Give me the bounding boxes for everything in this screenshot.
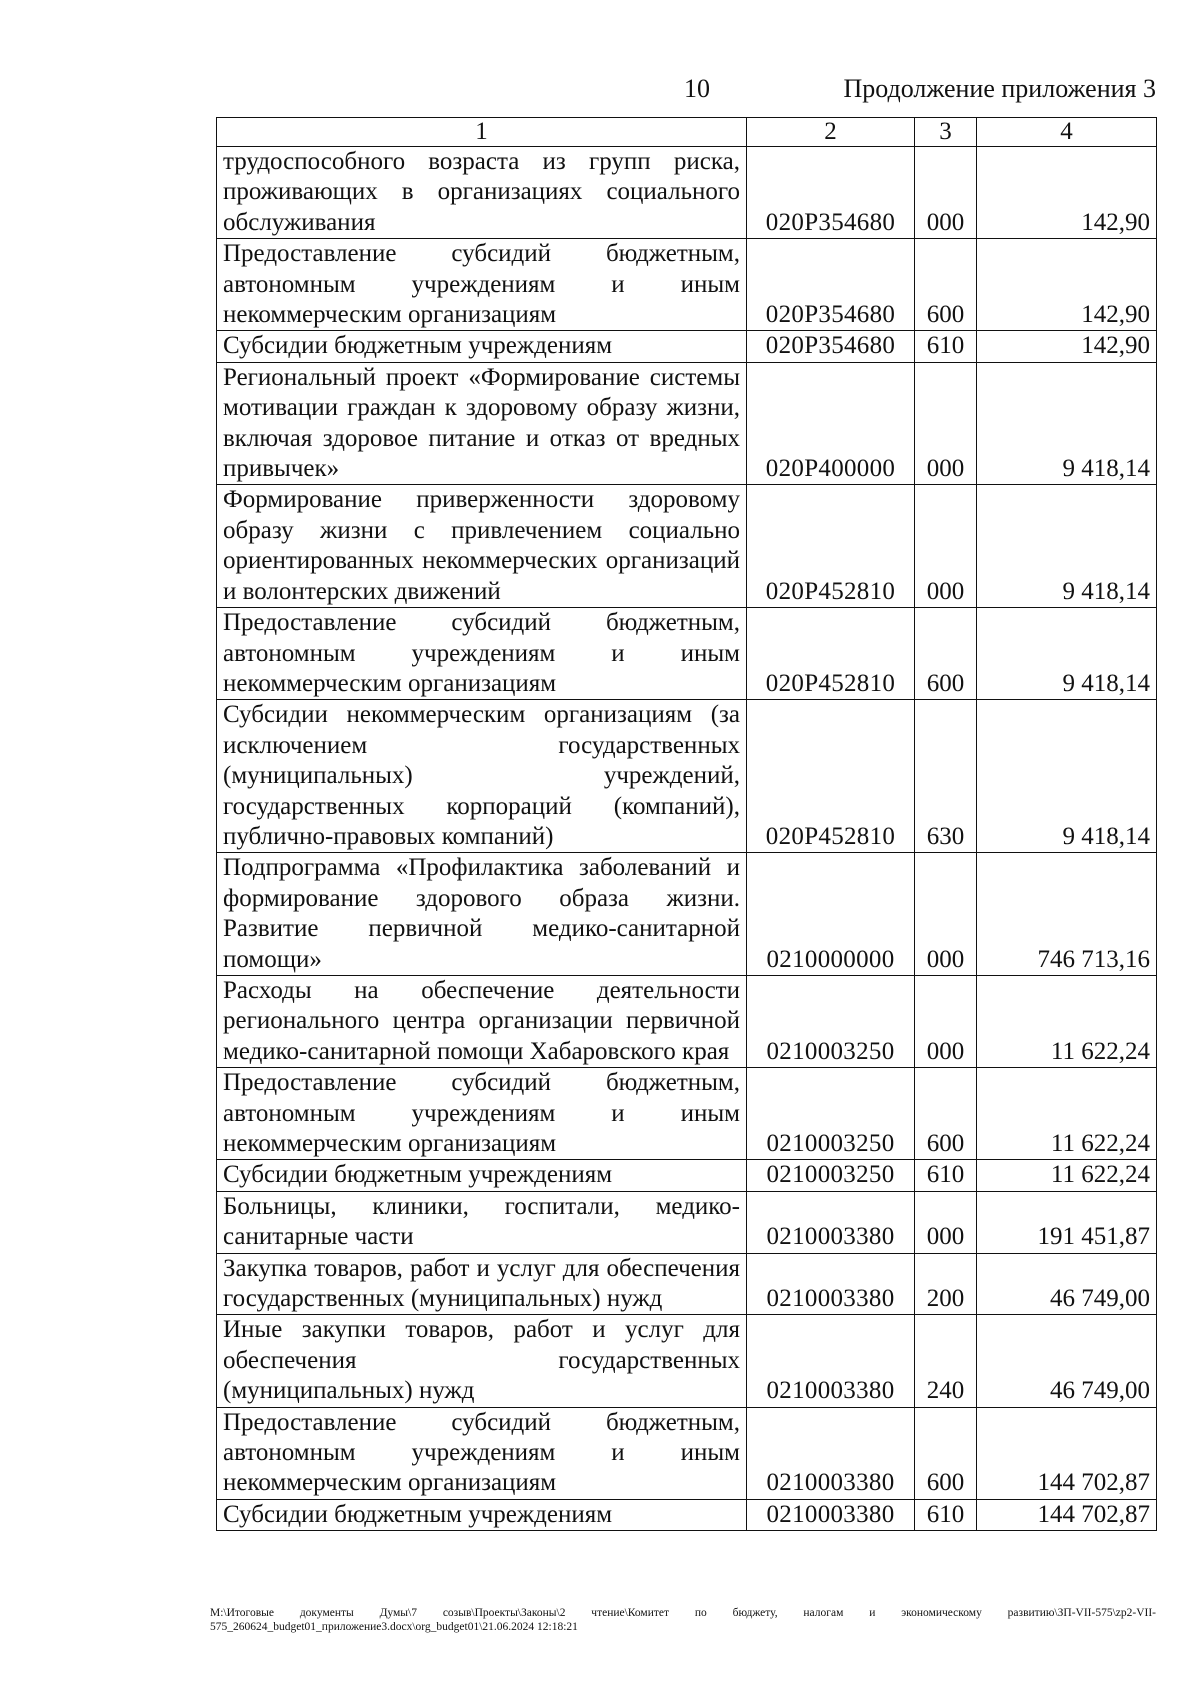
- target-article-code: 0210003250: [747, 1160, 915, 1191]
- amount-value: 9 418,14: [977, 608, 1157, 700]
- expense-type-code: 610: [915, 1160, 977, 1191]
- table-row: [217, 331, 1157, 362]
- amount-value: 11 622,24: [977, 1160, 1157, 1191]
- target-article-code: 0210003250: [747, 1068, 915, 1160]
- table-body: [217, 147, 1157, 1531]
- target-article-code: 020P452810: [747, 700, 915, 853]
- target-article-code: 0210003380: [747, 1499, 915, 1530]
- amount-value: 11 622,24: [977, 1068, 1157, 1160]
- column-header-1: 1: [217, 118, 747, 147]
- row-description: Предоставление субсидий бюджетным, автономным учреждениям и иным некоммерческим организациям: [217, 239, 747, 331]
- table-row: [217, 700, 1157, 853]
- row-description: Закупка товаров, работ и услуг для обеспечения государственных (муниципальных) нужд: [217, 1253, 747, 1315]
- table-row: [217, 1191, 1157, 1253]
- row-description: Субсидии некоммерческим организациям (за исключением государственных (муниципальных) учреждений, государственных корпораций (компаний), публично-правовых компаний): [217, 700, 747, 853]
- target-article-code: 020P354680: [747, 147, 915, 239]
- row-description: Субсидии бюджетным учреждениям: [217, 1160, 747, 1191]
- amount-value: 11 622,24: [977, 975, 1157, 1067]
- row-description: Предоставление субсидий бюджетным, автономным учреждениям и иным некоммерческим организациям: [217, 608, 747, 700]
- row-description: Расходы на обеспечение деятельности регионального центра организации первичной медико-санитарной помощи Хабаровского края: [217, 975, 747, 1067]
- table-row: [217, 147, 1157, 239]
- expense-type-code: 240: [915, 1315, 977, 1407]
- target-article-code: 020P400000: [747, 362, 915, 485]
- amount-value: 46 749,00: [977, 1315, 1157, 1407]
- expense-type-code: 610: [915, 1499, 977, 1530]
- table-row: [217, 1253, 1157, 1315]
- target-article-code: 0210003380: [747, 1315, 915, 1407]
- target-article-code: 0210003250: [747, 975, 915, 1067]
- target-article-code: 020P452810: [747, 485, 915, 608]
- amount-value: 142,90: [977, 147, 1157, 239]
- table-row: [217, 853, 1157, 976]
- amount-value: 746 713,16: [977, 853, 1157, 976]
- target-article-code: 0210003380: [747, 1253, 915, 1315]
- row-description: Предоставление субсидий бюджетным, автономным учреждениям и иным некоммерческим организациям: [217, 1407, 747, 1499]
- budget-table: [216, 117, 1157, 1531]
- expense-type-code: 630: [915, 700, 977, 853]
- page-header: [0, 70, 1200, 110]
- expense-type-code: 600: [915, 1407, 977, 1499]
- row-description: Субсидии бюджетным учреждениям: [217, 1499, 747, 1530]
- target-article-code: 020P354680: [747, 239, 915, 331]
- row-description: Региональный проект «Формирование системы мотивации граждан к здоровому образу жизни, включая здоровое питание и отказ от вредных привычек»: [217, 362, 747, 485]
- expense-type-code: 600: [915, 1068, 977, 1160]
- amount-value: 46 749,00: [977, 1253, 1157, 1315]
- amount-value: 9 418,14: [977, 362, 1157, 485]
- table-row: [217, 1068, 1157, 1160]
- table-row: [217, 239, 1157, 331]
- table-header-row: [217, 118, 1157, 147]
- column-header-2: 2: [747, 118, 915, 147]
- table-row: [217, 1499, 1157, 1530]
- row-description: трудоспособного возраста из групп риска, проживающих в организациях социального обслуживания: [217, 147, 747, 239]
- table-row: [217, 1315, 1157, 1407]
- amount-value: 142,90: [977, 239, 1157, 331]
- table-row: [217, 1160, 1157, 1191]
- target-article-code: 0210003380: [747, 1407, 915, 1499]
- continuation-label: Продолжение приложения 3: [843, 74, 1156, 103]
- row-description: Субсидии бюджетным учреждениям: [217, 331, 747, 362]
- footer-file-path: М:\Итоговые документы Думы\7 созыв\Проекты\Законы\2 чтение\Комитет по бюджету, налогам и экономическому развитию\ЗП-VII-575\zp2-VII-575_260624_budget01_приложение3.docx\org_budget01\21.06.2024 12:18:21: [210, 1607, 1156, 1633]
- expense-type-code: 600: [915, 239, 977, 331]
- target-article-code: 020P354680: [747, 331, 915, 362]
- row-description: Предоставление субсидий бюджетным, автономным учреждениям и иным некоммерческим организациям: [217, 1068, 747, 1160]
- table-row: [217, 362, 1157, 485]
- page-number: 10: [684, 74, 710, 103]
- row-description: Подпрограмма «Профилактика заболеваний и формирование здорового образа жизни. Развитие первичной медико-санитарной помощи»: [217, 853, 747, 976]
- row-description: Больницы, клиники, госпитали, медико-санитарные части: [217, 1191, 747, 1253]
- amount-value: 9 418,14: [977, 700, 1157, 853]
- amount-value: 9 418,14: [977, 485, 1157, 608]
- column-header-4: 4: [977, 118, 1157, 147]
- expense-type-code: 000: [915, 485, 977, 608]
- expense-type-code: 000: [915, 362, 977, 485]
- row-description: Формирование приверженности здоровому образу жизни с привлечением социально ориентированных некоммерческих организаций и волонтерских движений: [217, 485, 747, 608]
- amount-value: 142,90: [977, 331, 1157, 362]
- expense-type-code: 000: [915, 147, 977, 239]
- expense-type-code: 600: [915, 608, 977, 700]
- expense-type-code: 000: [915, 1191, 977, 1253]
- table-row: [217, 485, 1157, 608]
- table-row: [217, 975, 1157, 1067]
- expense-type-code: 000: [915, 853, 977, 976]
- expense-type-code: 610: [915, 331, 977, 362]
- expense-type-code: 000: [915, 975, 977, 1067]
- amount-value: 144 702,87: [977, 1407, 1157, 1499]
- column-header-3: 3: [915, 118, 977, 147]
- target-article-code: 0210003380: [747, 1191, 915, 1253]
- row-description: Иные закупки товаров, работ и услуг для обеспечения государственных (муниципальных) нужд: [217, 1315, 747, 1407]
- amount-value: 191 451,87: [977, 1191, 1157, 1253]
- target-article-code: 020P452810: [747, 608, 915, 700]
- amount-value: 144 702,87: [977, 1499, 1157, 1530]
- table-row: [217, 608, 1157, 700]
- expense-type-code: 200: [915, 1253, 977, 1315]
- table-row: [217, 1407, 1157, 1499]
- target-article-code: 0210000000: [747, 853, 915, 976]
